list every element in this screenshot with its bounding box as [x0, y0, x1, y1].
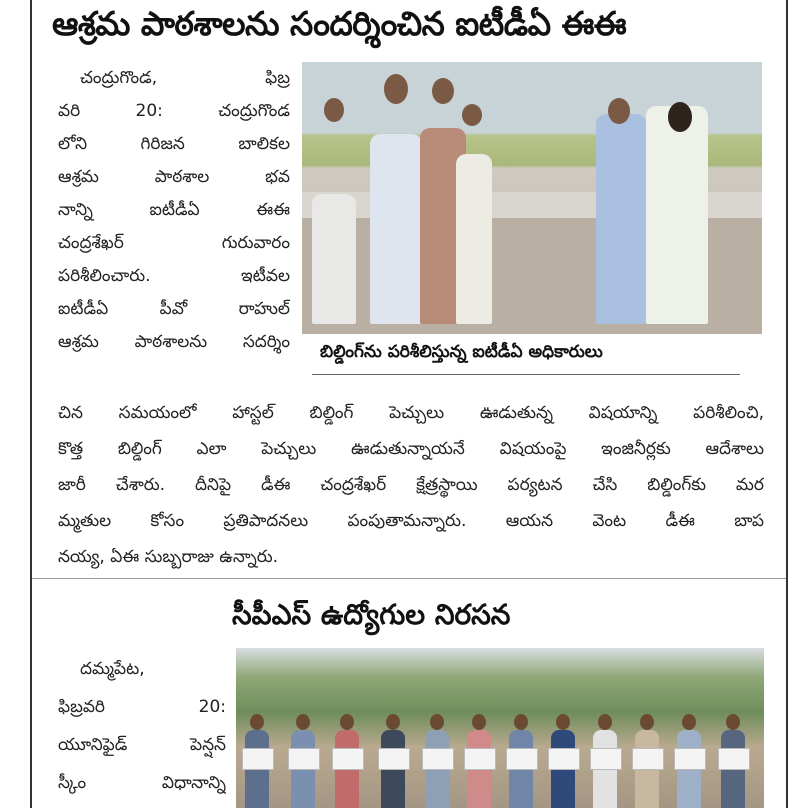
text-line: ఫిబ్రవరి 20:: [58, 697, 226, 717]
person-head: [668, 102, 692, 132]
article2-column-text: [58, 650, 226, 802]
text-line: చంద్రుగొండ, ఫిబ్ర: [80, 68, 290, 88]
officials-inspecting-building-photo: [302, 62, 762, 334]
article1-headline: ఆశ్రమ పాఠశాలను సందర్శించిన ఐటీడీఏ ఈఈ: [52, 4, 627, 43]
text-line: జారీ చేశారు. దీనిపై డీఈ చంద్రశేఖర్ క్షేత్రస్థాయి పర్యటన చేసి బిల్డింగ్‌కు మర: [58, 475, 764, 495]
text-line: వరి 20: చంద్రుగొండ: [58, 101, 290, 121]
person-figure: [646, 106, 708, 324]
text-line: చిన సమయంలో హాస్టల్ బిల్డింగ్ పెచ్చులు ఊడుతున్న విషయాన్ని పరిశీలించి,: [58, 403, 764, 423]
text-line: లోని గిరిజన బాలికల: [58, 134, 290, 154]
text-line: స్కీం విధానాన్ని: [58, 773, 226, 793]
person-head: [462, 104, 482, 126]
text-line: చంద్రశేఖర్ గురువారం: [58, 233, 290, 253]
text-line: ఐటీడీఏ పీవో రాహుల్: [58, 299, 290, 319]
text-line: నాన్ని ఐటీడీఏ ఈఈ: [58, 200, 290, 220]
person-head: [384, 74, 408, 104]
article1-column-text: [58, 62, 290, 359]
text-line: నయ్య, ఏఈ సుబ్బరాజు ఉన్నారు.: [58, 547, 279, 567]
text-line: ఆశ్రమ పాఠశాల భవ: [58, 167, 290, 187]
text-line: ఆశ్రమ పాఠశాలను సదర్శిం: [58, 332, 290, 352]
person-head: [608, 98, 630, 124]
employees-protest-photo: [236, 648, 764, 808]
article-divider: [32, 578, 786, 579]
text-line: కొత్త బిల్డింగ్ ఎలా పెచ్చులు ఊడుతున్నాయనే విషయంపై ఇంజినీర్లకు ఆదేశాలు: [58, 439, 764, 459]
text-line: దమ్మపేట,: [80, 659, 145, 679]
person-figure: [312, 194, 356, 324]
article1-full-width-text: [58, 395, 764, 575]
person-figure: [596, 114, 646, 324]
caption-rule: [312, 374, 740, 375]
photo-caption: బిల్డింగ్‌ను పరిశీలిస్తున్న ఐటీడీఏ అధికారులు: [320, 342, 603, 362]
person-head: [324, 98, 344, 122]
person-figure: [370, 134, 422, 324]
text-line: మ్మతుల కోసం ప్రతిపాదనలు పంపుతామన్నారు. ఆయన వెంట డీఈ బాప: [58, 511, 764, 531]
text-line: పరిశీలించారు. ఇటీవల: [58, 266, 290, 286]
person-figure: [456, 154, 492, 324]
person-head: [432, 78, 454, 104]
article2-headline: సీపీఎస్ ఉద్యోగుల నిరసన: [232, 598, 511, 631]
text-line: యూనిఫైడ్ పెన్షన్: [58, 735, 226, 755]
